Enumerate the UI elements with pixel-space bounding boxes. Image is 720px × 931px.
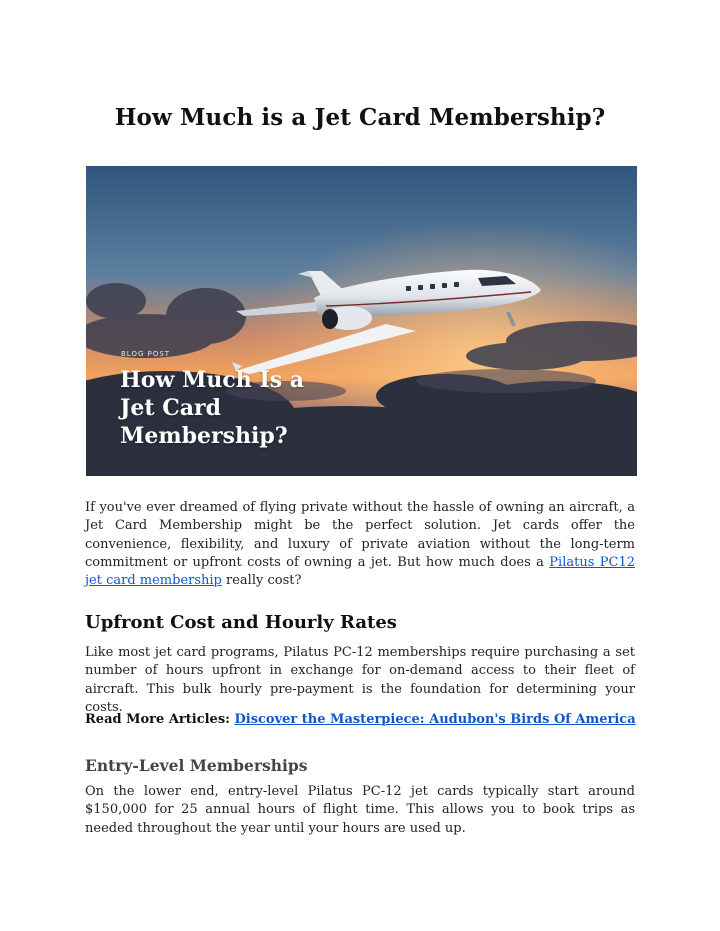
read-more-label: Read More Articles: [85,712,230,727]
section-heading-entry-level: Entry-Level Memberships [85,756,308,775]
hero-image [86,166,637,476]
hero-title: How Much Is a Jet Card Membership? [120,367,305,449]
intro-text: If you've ever dreamed of flying private without the hassle of owning an aircraft, a Jet Card Membership might be the perfect solution. Jet cards offer the convenience, flexibility, and luxury of private aviation without the long-term commitment or upfront costs of owning a jet. But how much does a [85,500,635,570]
article-title: How Much is a Jet Card Membership? [114,104,606,131]
intro-paragraph [85,499,635,590]
intro-text-end: really cost? [221,573,302,589]
pilatus-jet-card-link[interactable]: Pilatus PC12 jet card membership [85,554,635,589]
hero-eyebrow: BLOG POST [121,350,171,358]
read-more-link[interactable]: Discover the Masterpiece: Audubon's Birds Of America [234,712,636,727]
upfront-cost-paragraph: Like most jet card programs, Pilatus PC-12 memberships require purchasing a set number of hours upfront in exchange for on-demand access to their fleet of aircraft. This bulk hourly pre-payment is the foundation for determining your costs. [85,645,635,715]
section-heading-upfront-cost: Upfront Cost and Hourly Rates [85,612,397,633]
entry-level-paragraph: On the lower end, entry-level Pilatus PC-12 jet cards typically start around $150,000 for 25 annual hours of flight time. This allows you to book trips as needed throughout the year until your hours are used up. [85,784,635,836]
read-more-line [85,712,636,727]
